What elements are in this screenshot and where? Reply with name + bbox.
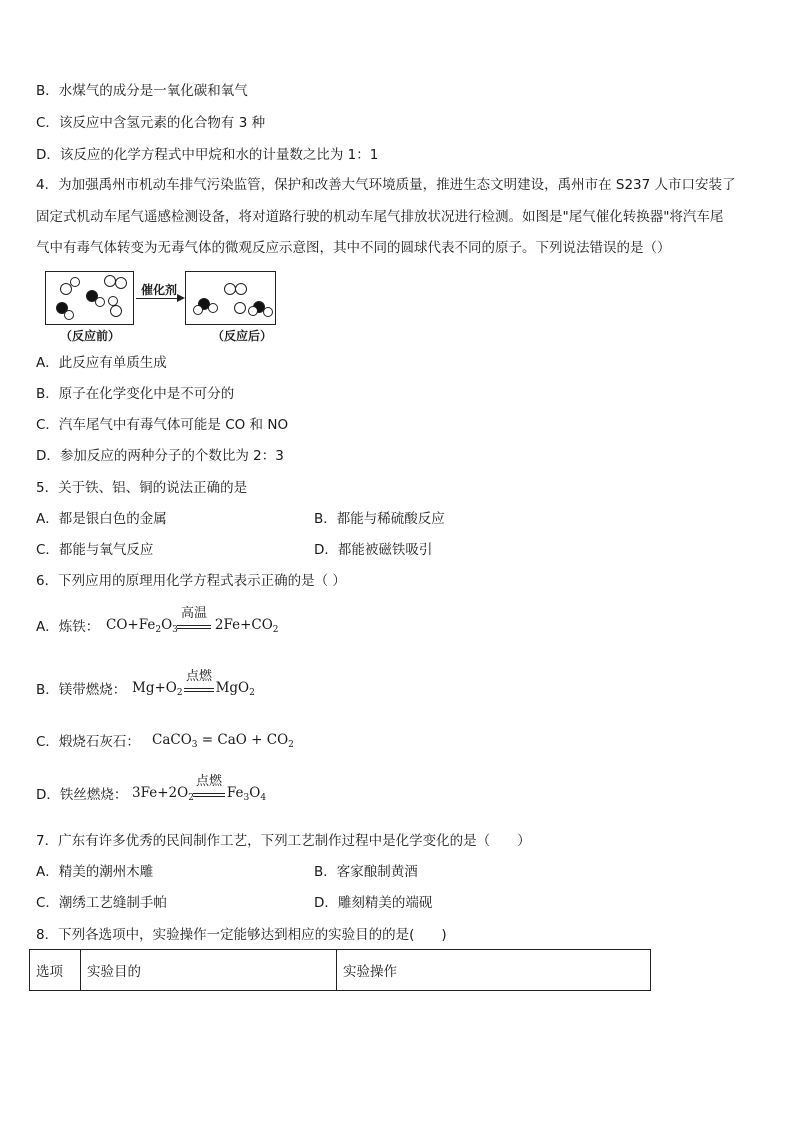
table-header-operation: 实验操作 (337, 950, 651, 991)
atom (193, 305, 203, 315)
q4-stem-line3: 气中有毒气体转变为无毒气体的微观反应示意图，其中不同的圆球代表不同的原子。下列说法错误的是（） (36, 240, 671, 256)
table-header-purpose: 实验目的 (81, 950, 337, 991)
atom (234, 302, 246, 314)
q6-option-d-condition: 点燃 (195, 774, 222, 789)
q5-option-c: C．都能与氧气反应 (36, 542, 154, 558)
atom (108, 296, 118, 306)
q6-option-c-label: C．煅烧石灰石： (36, 734, 140, 750)
table-row (30, 950, 651, 991)
q6-option-b-condition: 点燃 (185, 669, 212, 684)
q7-option-c: C．潮绣工艺缝制手帕 (36, 895, 167, 911)
q3-option-d: D．该反应的化学方程式中甲烷和水的计量数之比为 1：1 (36, 147, 379, 163)
equals-sign-icon (177, 625, 211, 629)
q6-option-c-equation: CaCO$_3$ = CaO + $CO_2$ (152, 732, 294, 750)
q4-option-a: A．此反应有单质生成 (36, 355, 167, 371)
q4-stem-line2: 固定式机动车尾气遥感检测设备，将对道路行驶的机动车尾气排放状况进行检测。如图是"尾气催化转换器"将汽车尾 (36, 209, 724, 225)
before-box (45, 271, 134, 325)
q4-stem-line1: 4．为加强禹州市机动车排气污染监管，保护和改善大气环境质量，推进生态文明建设，禹州市在 S237 人市口安装了 (36, 177, 736, 193)
q7-stem: 7．广东有许多优秀的民间制作工艺，下列工艺制作过程中是化学变化的是（ ） (36, 833, 531, 849)
q4-option-c: C．汽车尾气中有毒气体可能是 CO 和 NO (36, 417, 289, 433)
equals-sign-icon (184, 688, 214, 692)
q8-table (29, 949, 651, 991)
q7-option-d: D．雕刻精美的端砚 (314, 895, 433, 911)
q8-stem: 8．下列各选项中，实验操作一定能够达到相应的实验目的的是( ) (36, 927, 447, 943)
atom (110, 305, 122, 317)
q4-option-b: B．原子在化学变化中是不可分的 (36, 386, 235, 402)
q5-option-d: D．都能被磁铁吸引 (314, 542, 433, 558)
atom (248, 306, 258, 316)
catalyst-label: 催化剂 (140, 283, 177, 297)
table-header-option: 选项 (30, 950, 81, 991)
q6-option-d-label: D．铁丝燃烧： (36, 787, 128, 803)
arrow-head-icon (177, 294, 185, 302)
equals-sign-icon (193, 793, 225, 797)
after-box (185, 271, 276, 325)
q6-option-a-condition: 高温 (180, 606, 207, 621)
q6-option-a-label: A．炼铁： (36, 619, 100, 635)
atom (95, 297, 105, 307)
q3-option-b: B．水煤气的成分是一氧化碳和氧气 (36, 83, 248, 99)
q6-stem: 6．下列应用的原理用化学方程式表示正确的是（ ） (36, 573, 346, 589)
after-label: （反应后） (211, 329, 272, 343)
atom (64, 310, 74, 320)
q7-option-a: A．精美的潮州木雕 (36, 864, 154, 880)
q4-option-d: D．参加反应的两种分子的个数比为 2：3 (36, 448, 284, 464)
q6-option-b-equation: $Mg+O_2$ MgO$_2$ (132, 680, 255, 698)
atom (208, 303, 218, 313)
q5-option-a: A．都是银白色的金属 (36, 511, 167, 527)
atom (263, 307, 273, 317)
q5-option-b: B．都能与稀硫酸反应 (314, 511, 445, 527)
atom (235, 283, 247, 295)
q6-option-b-label: B．镁带燃烧： (36, 682, 127, 698)
q7-option-b: B．客家酿制黄酒 (314, 864, 418, 880)
atom (115, 277, 127, 289)
reaction-arrow (136, 298, 180, 299)
q3-option-c: C．该反应中含氢元素的化合物有 3 种 (36, 115, 266, 131)
q6-option-d-equation: $3Fe+2O_2$ $Fe_3O_4$ (132, 785, 267, 803)
atom (70, 277, 80, 287)
q6-option-a-equation: $CO+Fe_2O_3$ $2Fe+CO_2$ (106, 617, 279, 635)
q5-stem: 5．关于铁、铝、铜的说法正确的是 (36, 480, 248, 496)
before-label: （反应前） (59, 329, 120, 343)
